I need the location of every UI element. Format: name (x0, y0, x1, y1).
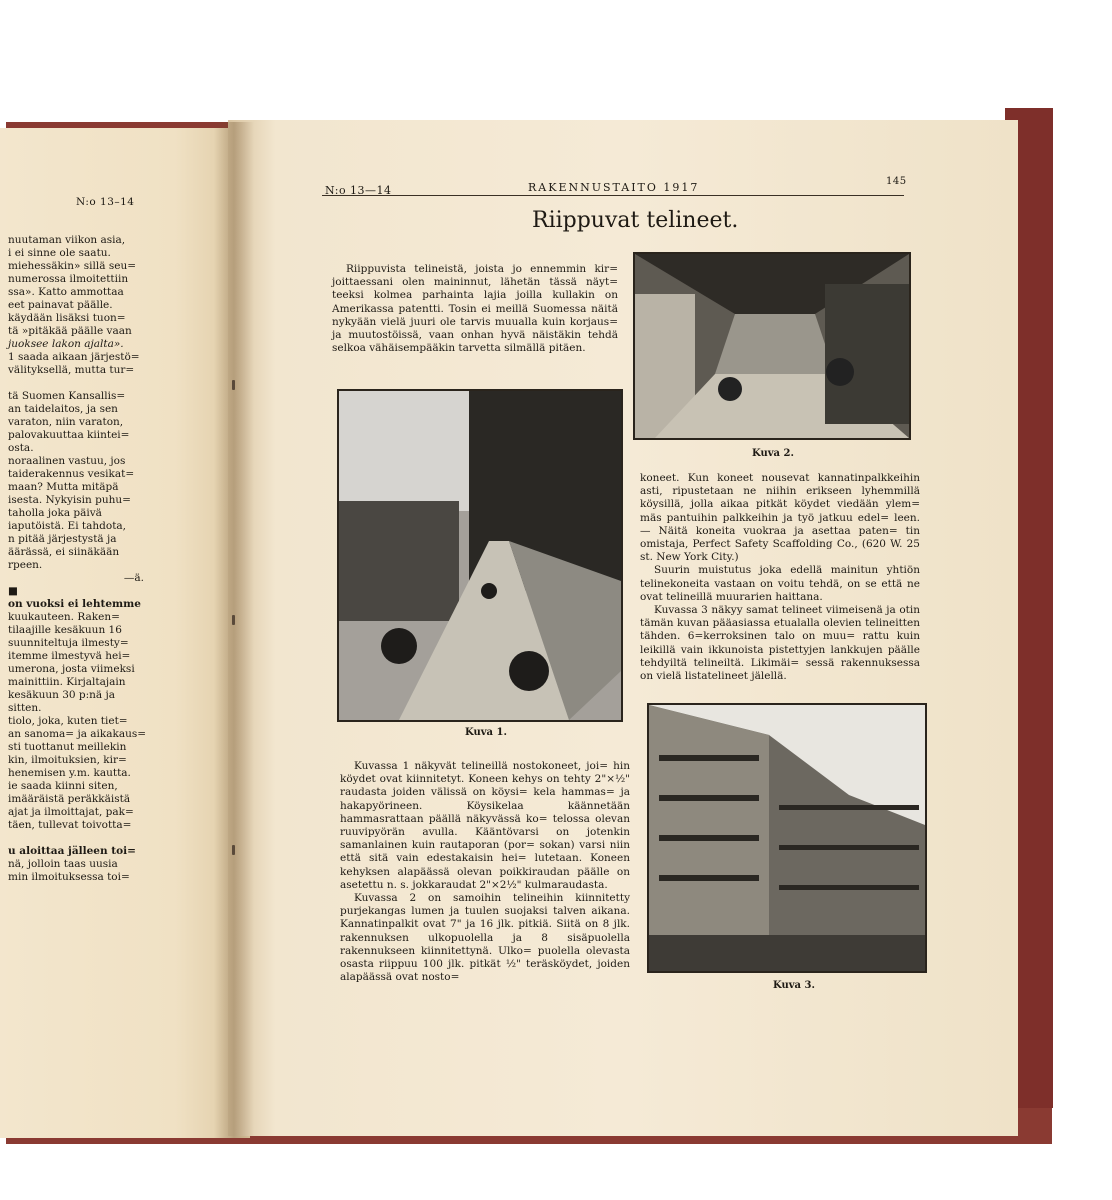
left-page-line: eet painavat päälle. (8, 299, 113, 311)
left-page-line: kin, ilmoituksien, kir= (8, 754, 127, 766)
left-page-line: 1 saada aikaan järjestö= (8, 351, 140, 363)
intro-paragraph: Riippuvista telineistä, joista jo ennemmin kir= joittaessani olen maininnut, lähetän tässä näyt= teeksi kolmea parhainta lajia joilla kullakin on Amerikassa patentti. Tosin ei meillä Suomessa näitä nykyään vielä juuri ole tarvis muualla kuin korjaus= ja muutostöissä, vaan onhan hyvä näistäkin tehdä selkoa vähäisempääkin tarvetta silmällä pitäen. (332, 263, 618, 355)
running-head-number: N:o 13—14 (325, 184, 392, 197)
left-page-line: —ä. (123, 572, 144, 584)
left-page-line: u aloittaa jälleen toi= (8, 845, 136, 857)
left-page-line: numerossa ilmoitettiin (8, 273, 129, 285)
left-page-line: täen, tullevat toivotta= (8, 819, 132, 831)
left-page-line: taholla joka päivä (8, 507, 102, 519)
binding-stitch (232, 380, 235, 390)
left-page-line: an taidelaitos, ja sen (8, 403, 118, 415)
left-page-line (8, 832, 158, 845)
left-page-line: ie saada kiinni siten, (8, 780, 118, 792)
photo-kuva-1 (337, 389, 623, 722)
left-column-text: Kuvassa 1 näkyvät telineillä nostokoneet, joi= hin köydet ovat kiinnitetyt. Koneen kehys on tehty 2"×½" raudasta joiden välissä on köysi= kela hammas= ja hakapyörineen. Köysikelaa käännetään hammasrattaan päällä näkyvässä ko= telossa olevan ruuvipyörän avulla. Kääntövarsi on jotenkin samanlainen kuin rautaporan (por= sokan) varsi niin että sitä vain edestakaisin hei= lutetaan. Koneen kehyksen alapäässä olevan poikkiraudan päälle on asetettu n. s. jokkaraudat 2"×2½" kulmaraudasta. Kuvassa 2 on samoihin telineihin kiinnitetty purjekangas lumen ja tuulen suojaksi talven aikana. Kannatinpalkit ovat 7" ja 16 jlk. pitkiä. Siitä on 8 jlk. rakennuksen ulkopuolella ja 8 sisäpuolella rakennukseen kiinnitettynä. Ulko= puolella olevasta osasta riippuu 100 jlk. pitkät ½" teräsköydet, joiden alapäässä ovat nosto= (340, 760, 630, 984)
caption-kuva-3: Kuva 3. (773, 980, 815, 991)
binding-stitch (232, 845, 235, 855)
right-column-text: koneet. Kun koneet nousevat kannatinpalkkeihin asti, ripustetaan ne niihin erikseen lyhemmillä köysillä, jolla aikaa pitkät köydet viedään ylem= mäs pantuihin palkkeihin ja työ jatkuu edel= leen. — Näitä koneita vuokraa ja asettaa paten= tin omistaja, Perfect Safety Scaffolding Co., (620 W. 25 st. New York City.) Suurin muistutus joka edellä mainitun yhtiön telinekoneita vastaan on voitu tehdä, on se että ne ovat telineillä muurarien haittana. Kuvassa 3 näkyy samat telineet viimeisenä ja otin tämän kuvan pääasiassa etualalla olevien telineitten tähden. 6=kerroksinen talo on muu= rattu kuin leikillä vain ikkunoista pistettyjen lankkujen päälle tehdyiltä telineiltä. Likimäi= sessä rakennuksessa on vielä listatelineet jälellä. (640, 472, 920, 683)
left-page-line: varaton, niin varaton, (8, 416, 124, 428)
left-page-line: an sanoma= ja aikakaus= (8, 728, 147, 740)
left-page-line: noraalinen vastuu, jos (8, 455, 126, 467)
left-page-line: nuutaman viikon asia, (8, 234, 126, 246)
photo-kuva-2 (633, 252, 911, 440)
left-page-line: min ilmoituksessa toi= (8, 871, 130, 883)
left-page-line: nä, jolloin taas uusia (8, 858, 118, 870)
left-page-line: suunniteltuja ilmesty= (8, 637, 129, 649)
running-head-title: RAKENNUSTAITO 1917 (528, 181, 700, 194)
header-rule (322, 195, 904, 196)
binding-stitch (232, 615, 235, 625)
left-page-line: isesta. Nykyisin puhu= (8, 494, 131, 506)
left-page-line: kesäkuun 30 p:nä ja (8, 689, 116, 701)
page-number: 145 (886, 176, 907, 187)
left-page-line: juoksee lakon ajalta». (8, 338, 124, 350)
left-page-line: on vuoksi ei lehtemme (8, 598, 141, 610)
left-page-line: äärässä, ei siinäkään (8, 546, 120, 558)
left-page-line: ssa». Katto ammottaa (8, 286, 124, 298)
photo-kuva-3 (647, 703, 927, 973)
left-page-line: tä Suomen Kansallis= (8, 390, 126, 402)
left-page-line: ajat ja ilmoittajat, pak= (8, 806, 134, 818)
left-page-line: tilaajille kesäkuun 16 (8, 624, 122, 636)
left-page-line: tiolo, joka, kuten tiet= (8, 715, 128, 727)
left-page-line: sitten. (8, 702, 42, 714)
left-running-head: N:o 13–14 (76, 196, 135, 208)
left-page-line: kuukauteen. Raken= (8, 611, 120, 623)
left-page-line: henemisen y.m. kautta. (8, 767, 131, 779)
left-page-line: ■ (8, 585, 18, 597)
left-page-line (8, 377, 158, 390)
left-page (0, 128, 250, 1138)
left-page-line: osta. (8, 442, 34, 454)
left-page-line: n pitää järjestystä ja (8, 533, 117, 545)
left-page-text (8, 234, 158, 884)
left-page-line: itemme ilmestyvä hei= (8, 650, 131, 662)
left-page-line: miehessäkin» sillä seu= (8, 260, 137, 272)
left-page-line: rpeen. (8, 559, 43, 571)
left-page-line: umerona, josta viimeksi (8, 663, 135, 675)
left-page-line: palovakuuttaa kiintei= (8, 429, 130, 441)
left-page-line: maan? Mutta mitäpä (8, 481, 119, 493)
left-page-line: käydään lisäksi tuon= (8, 312, 126, 324)
left-page-line: sti tuottanut meillekin (8, 741, 127, 753)
left-page-line: imääräistä peräkkäistä (8, 793, 131, 805)
page-gutter (214, 122, 254, 1138)
left-page-line: taiderakennus vesikat= (8, 468, 135, 480)
left-page-line: mainittiin. Kirjaltajain (8, 676, 126, 688)
left-page-line: i ei sinne ole saatu. (8, 247, 111, 259)
caption-kuva-2: Kuva 2. (752, 448, 794, 459)
left-page-line: iaputöistä. Ei tahdota, (8, 520, 127, 532)
caption-kuva-1: Kuva 1. (465, 727, 507, 738)
left-page-line: välityksellä, mutta tur= (8, 364, 135, 376)
left-page-line: tä »pitäkää päälle vaan (8, 325, 132, 337)
article-title: Riippuvat telineet. (532, 208, 739, 233)
